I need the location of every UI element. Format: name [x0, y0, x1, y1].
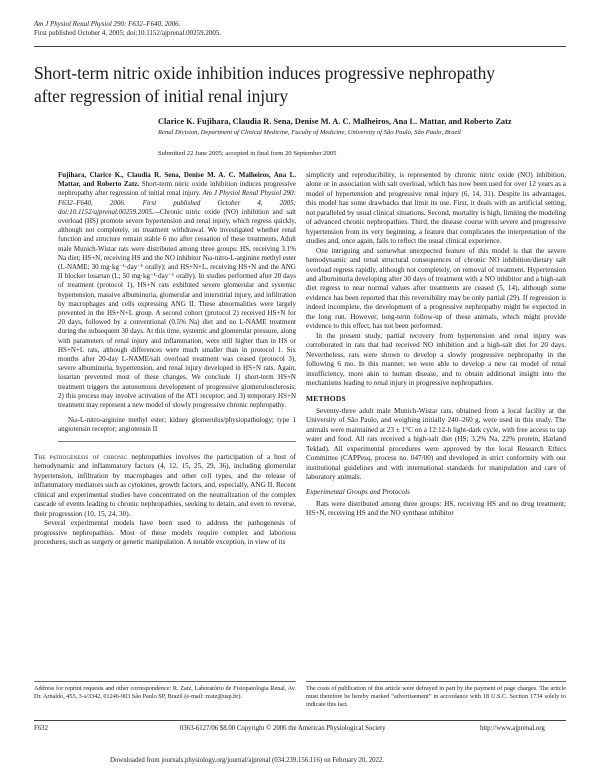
journal-citation: Am J Physiol Renal Physiol 290: F632–F640, 2006.	[34, 20, 181, 28]
intro-paragraph-2: Several experimental models have been used to address the pathogenesis of progressive nephropathies. Most of these models require complex and laborious procedures, such as surgery or genetic manipulation. A notable exception, in view of its	[34, 519, 296, 547]
page-charges-footnote: The costs of publication of this article were defrayed in part by the payment of page charges. The article must therefore be hereby marked “advertisement” in accordance with 18 U.S.C. Section 1734 solely to indicate this fact.	[306, 685, 566, 708]
author-list: Clarice K. Fujihara, Claudia R. Sena, Denise M. A. C. Malheiros, Ana L. Mattar, and Roberto Zatz	[158, 117, 512, 126]
journal-url[interactable]: http://www.ajprenal.org	[480, 725, 545, 732]
title-line-2: after regression of initial renal injury	[34, 86, 289, 106]
methods-subheading: Experimental Groups and Protocols	[306, 487, 410, 496]
abstract-paragraph	[58, 171, 296, 410]
abstract-lead-title: Short-term nitric oxide inhibition induces progressive nephropathy after regression of initial renal injury.	[58, 180, 297, 198]
download-notice: Downloaded from journals.physiology.org/journal/ajprenal (034.239.156.116) on February 20, 2022.	[110, 757, 385, 764]
right-paragraph-2: One intriguing and somewhat unexpected feature of this model is that the severe hemodynamic and renal structural consequences of chronic NO inhibition/dietary salt overload regress rapidly, although not completely, on removal of treatment. Hypertension and albuminuria developing after 30 days of treatment with a NO inhibitor and a high-salt diet regress to near normal values after treatments are ceased (5, 14), although some evidence has been reported that this reversibility may be only partial (29). If regression is indeed incomplete, the development of a progressive nephropathy might be expected in the long run. However, long-term follow-up of these animals, which might provide evidence to this effect, has not been performed.	[306, 246, 566, 331]
right-paragraph-1: simplicity and reproducibility, is represented by chronic nitric oxide (NO) inhibition, alone or in association with salt overload, which has now been used for over 12 years as a model of hypertension and progressive renal injury (6, 14, 31). Despite its advantages, this model has some drawbacks that limit its use. First, it deals with an artificial setting, not paralleled by usual clinical situations. Second, mortality is high, limiting the modeling of advanced chronic nephropathies. Third, the disease course with severe and progressive hypertension from its very beginning, a feature that complicates the interpretation of the studies and, once again, fails to reflect the usual clinical experience.	[306, 171, 566, 246]
methods-paragraph-2: Rats were distributed among three groups: HS, receiving HS and no drug treatment; HS+N, receiving HS and the NO synthase inhibitor	[306, 499, 566, 518]
journal-header	[34, 20, 574, 38]
intro-column	[34, 453, 296, 548]
footer-rule	[34, 720, 566, 721]
right-paragraph-3: In the present study, partial recovery from hypertension and renal injury was corroborated in rats that had received NO inhibition and a high-salt diet for 20 days. Nevertheless, rats were shown to develop a slowly progressive nephropathy in the following 6 mo. In this manner, we were able to develop a new rat model of renal insufficiency, more akin to human disease, and to obtain additional insight into the mechanisms leading to renal injury in progressive nephropathies.	[306, 331, 566, 387]
copyright-line: 0363-6127/06 $8.00 Copyright © 2006 the American Physiological Society	[180, 725, 386, 732]
footnote-rule-left	[34, 681, 296, 682]
abstract-body: Chronic nitric oxide (NO) inhibition and salt overload (HS) promote severe hypertension and renal injury, which regress quickly, although not completely, on treatment withdrawal. We investigated whether renal function and structure remain stable 6 mo after cessation of these treatments. Adult male Munich-Wistar rats were distributed among three groups: HS, receiving 3.1% Na diet; HS+N, receiving HS and the NO inhibitor Nω-nitro-L-arginine methyl ester (L-NAME; 30 mg·kg⁻¹·day⁻¹ orally); and HS+N+L, receiving HS+N and the ANG II blocker losartan (L; 50 mg·kg⁻¹·day⁻¹ orally). In studies performed after 20 days of treatment (protocol 1), HS+N rats exhibited severe glomerular and systemic hypertension, massive albuminuria, glomerular and interstitial injury, and infiltration by macrophages and cells expressing ANG II. These abnormalities were largely prevented in the HS+N+L group. A second cohort (protocol 2) received HS+N for 20 days, followed by a conventional (0.5% Na) diet and no L-NAME treatment during the subsequent 30 days. At this time, systemic and glomerular pressure, along with parameters of renal injury and inflammation, were still higher than in HS or HS+N+L rats, although differences were much smaller than in protocol 1. Six months after 20-day L-NAME/salt overload treatment was ceased (protocol 3), severe albuminuria, hypertension, and renal injury developed in HS+N rats. Again, losartan prevented most of these changes. We conclude 1) short-term HS+N treatment triggers the autonomous development of progressive glomerulosclerosis; 2) this process may involve activation of the AT1 receptor; and 3) temporary HS+N treatment may represent a new model of slowly progressive chronic nephropathy.	[58, 207, 296, 410]
methods-paragraph-1: Seventy-three adult male Munich-Wistar rats, obtained from a local facility at the University of São Paulo, and weighing initially 240–260 g, were used in this study. The animals were maintained at 23 ± 1°C on a 12:12-h light-dark cycle, with free access to tap water and food. All rats received a high-salt diet (HS; 3.2% Na, 22% protein, Harland Teklad). All experimental procedures were approved by the local Research Ethics Committee (CAPPesq, process no. 047/00) and developed in strict conformity with our institutional guidelines and with international standards for manipulation and care of laboratory animals.	[306, 406, 566, 482]
intro-lead-caps: The pathogenesis of chronic	[34, 453, 128, 461]
intro-text-1: nephropathies involves the participation of a host of hemodynamic and inflammatory factors (4, 12, 15, 25, 29, 36), including glomerular hypertension, infiltration by macrophages and other cell types, and the release of inflammatory mediators such as cytokines, growth factors, and, especially, ANG II. Recent clinical and experimental studies have concentrated on the neutralization of the complex cascade of events leading to chronic nephropathies, seeking to detain, and even to reverse, their progression (10, 15, 24, 30).	[34, 453, 297, 518]
methods-heading: METHODS	[306, 394, 346, 404]
abstract-citation: Am J Physiol Renal Physiol 290: F632–F640, 2006. First published October 4, 2005; doi:10.1152/ajprenal.00259.2005.—	[58, 189, 297, 216]
page-number: F632	[34, 725, 48, 732]
article-title	[34, 62, 566, 108]
title-line-1: Short-term nitric oxide inhibition induces progressive nephropathy	[34, 63, 495, 83]
right-column	[306, 171, 566, 519]
keywords: Nω-L-nitro-arginine methyl ester; kidney glomerulus/physiopathology; type 1 angiotensin receptor; angiotensin II	[58, 416, 296, 434]
correspondence-footnote: Address for reprint requests and other correspondence: R. Zatz, Laboratório de Fisiopatologia Renal, Av. Dr. Arnaldo, 455, 3-s/3342, 01246-903 São Paulo SP, Brazil (e-mail: rzatz@usp.br).	[34, 685, 296, 700]
header-rule	[34, 46, 566, 47]
abstract	[58, 171, 296, 435]
abstract-rule	[58, 441, 296, 442]
submission-dates: Submitted 22 June 2005; accepted in final form 20 September 2005	[158, 150, 337, 157]
intro-paragraph-1	[34, 453, 296, 519]
abstract-lead-authors: Fujihara, Clarice K., Claudia R. Sena, Denise M. A. C. Malheiros, Ana L. Mattar, and Roberto Zatz.	[58, 171, 296, 189]
footnote-rule-right	[306, 681, 566, 682]
journal-doi: First published October 4, 2005; doi:10.1152/ajprenal.00259.2005.	[34, 29, 222, 37]
affiliation: Renal Division, Department of Clinical Medicine, Faculty of Medicine, University of São Paulo, São Paulo, Brazil	[158, 129, 461, 136]
